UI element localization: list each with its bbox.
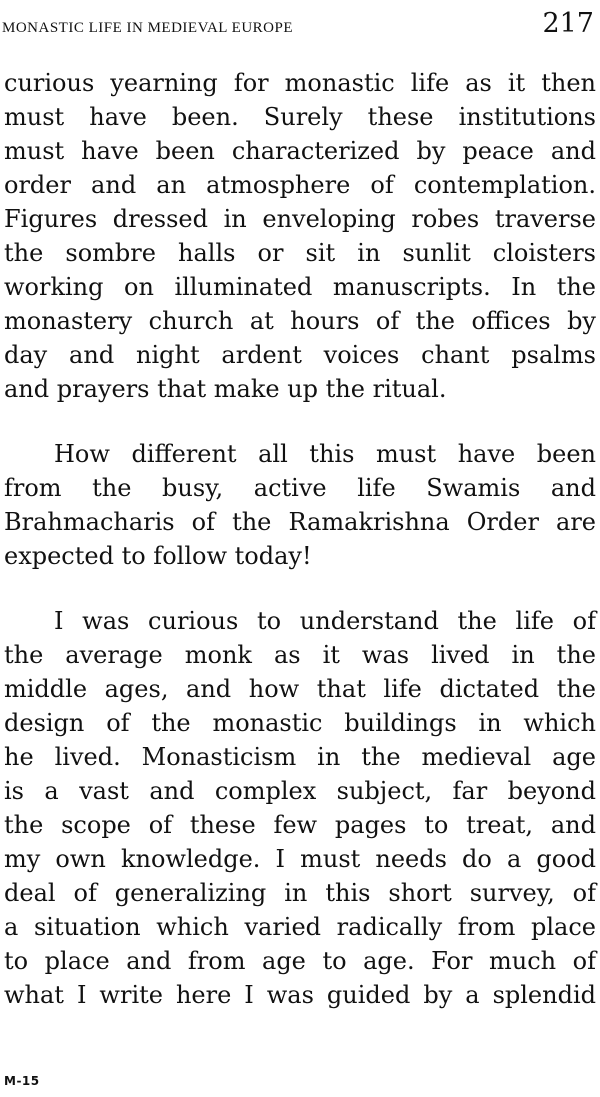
- page-number: 217: [542, 8, 594, 39]
- text-line: deal of generalizing in this short survey, of: [4, 879, 596, 907]
- text-line: day and night ardent voices chant psalms: [4, 341, 596, 369]
- paragraph-gap: [4, 573, 596, 604]
- text-line: I was curious to understand the life of: [54, 607, 596, 635]
- text-line: design of the monastic buildings in which: [4, 709, 596, 737]
- text-line: a situation which varied radically from place: [4, 913, 596, 941]
- paragraph-1: [4, 66, 596, 406]
- text-line: curious yearning for monastic life as it then: [4, 69, 596, 97]
- text-line: must have been characterized by peace and: [4, 137, 596, 165]
- text-line: working on illuminated manuscripts. In the: [4, 273, 596, 301]
- text-line: from the busy, active life Swamis and: [4, 474, 596, 502]
- text-line: and prayers that make up the ritual.: [4, 375, 447, 403]
- body-text: [4, 66, 596, 1012]
- text-line: the scope of these few pages to treat, and: [4, 811, 596, 839]
- text-line: what I write here I was guided by a splendid: [4, 981, 596, 1009]
- text-line: expected to follow today!: [4, 542, 312, 570]
- signature-mark: M-15: [4, 1074, 40, 1088]
- paragraph-3: [4, 604, 596, 1012]
- text-line: is a vast and complex subject, far beyond: [4, 777, 596, 805]
- text-line: he lived. Monasticism in the medieval age: [4, 743, 596, 771]
- running-head: [2, 8, 596, 46]
- text-line: must have been. Surely these institutions: [4, 103, 596, 131]
- running-title: MONASTIC LIFE IN MEDIEVAL EUROPE: [2, 20, 293, 36]
- text-line: Figures dressed in enveloping robes traverse: [4, 205, 596, 233]
- paragraph-gap: [4, 406, 596, 437]
- text-line: the sombre halls or sit in sunlit cloisters: [4, 239, 596, 267]
- paragraph-2: [4, 437, 596, 573]
- text-line: my own knowledge. I must needs do a good: [4, 845, 596, 873]
- text-line: the average monk as it was lived in the: [4, 641, 596, 669]
- text-line: monastery church at hours of the offices by: [4, 307, 596, 335]
- text-line: middle ages, and how that life dictated the: [4, 675, 596, 703]
- text-line: How different all this must have been: [54, 440, 596, 468]
- text-line: Brahmacharis of the Ramakrishna Order are: [4, 508, 596, 536]
- text-line: order and an atmosphere of contemplation.: [4, 171, 596, 199]
- text-line: to place and from age to age. For much of: [4, 947, 596, 975]
